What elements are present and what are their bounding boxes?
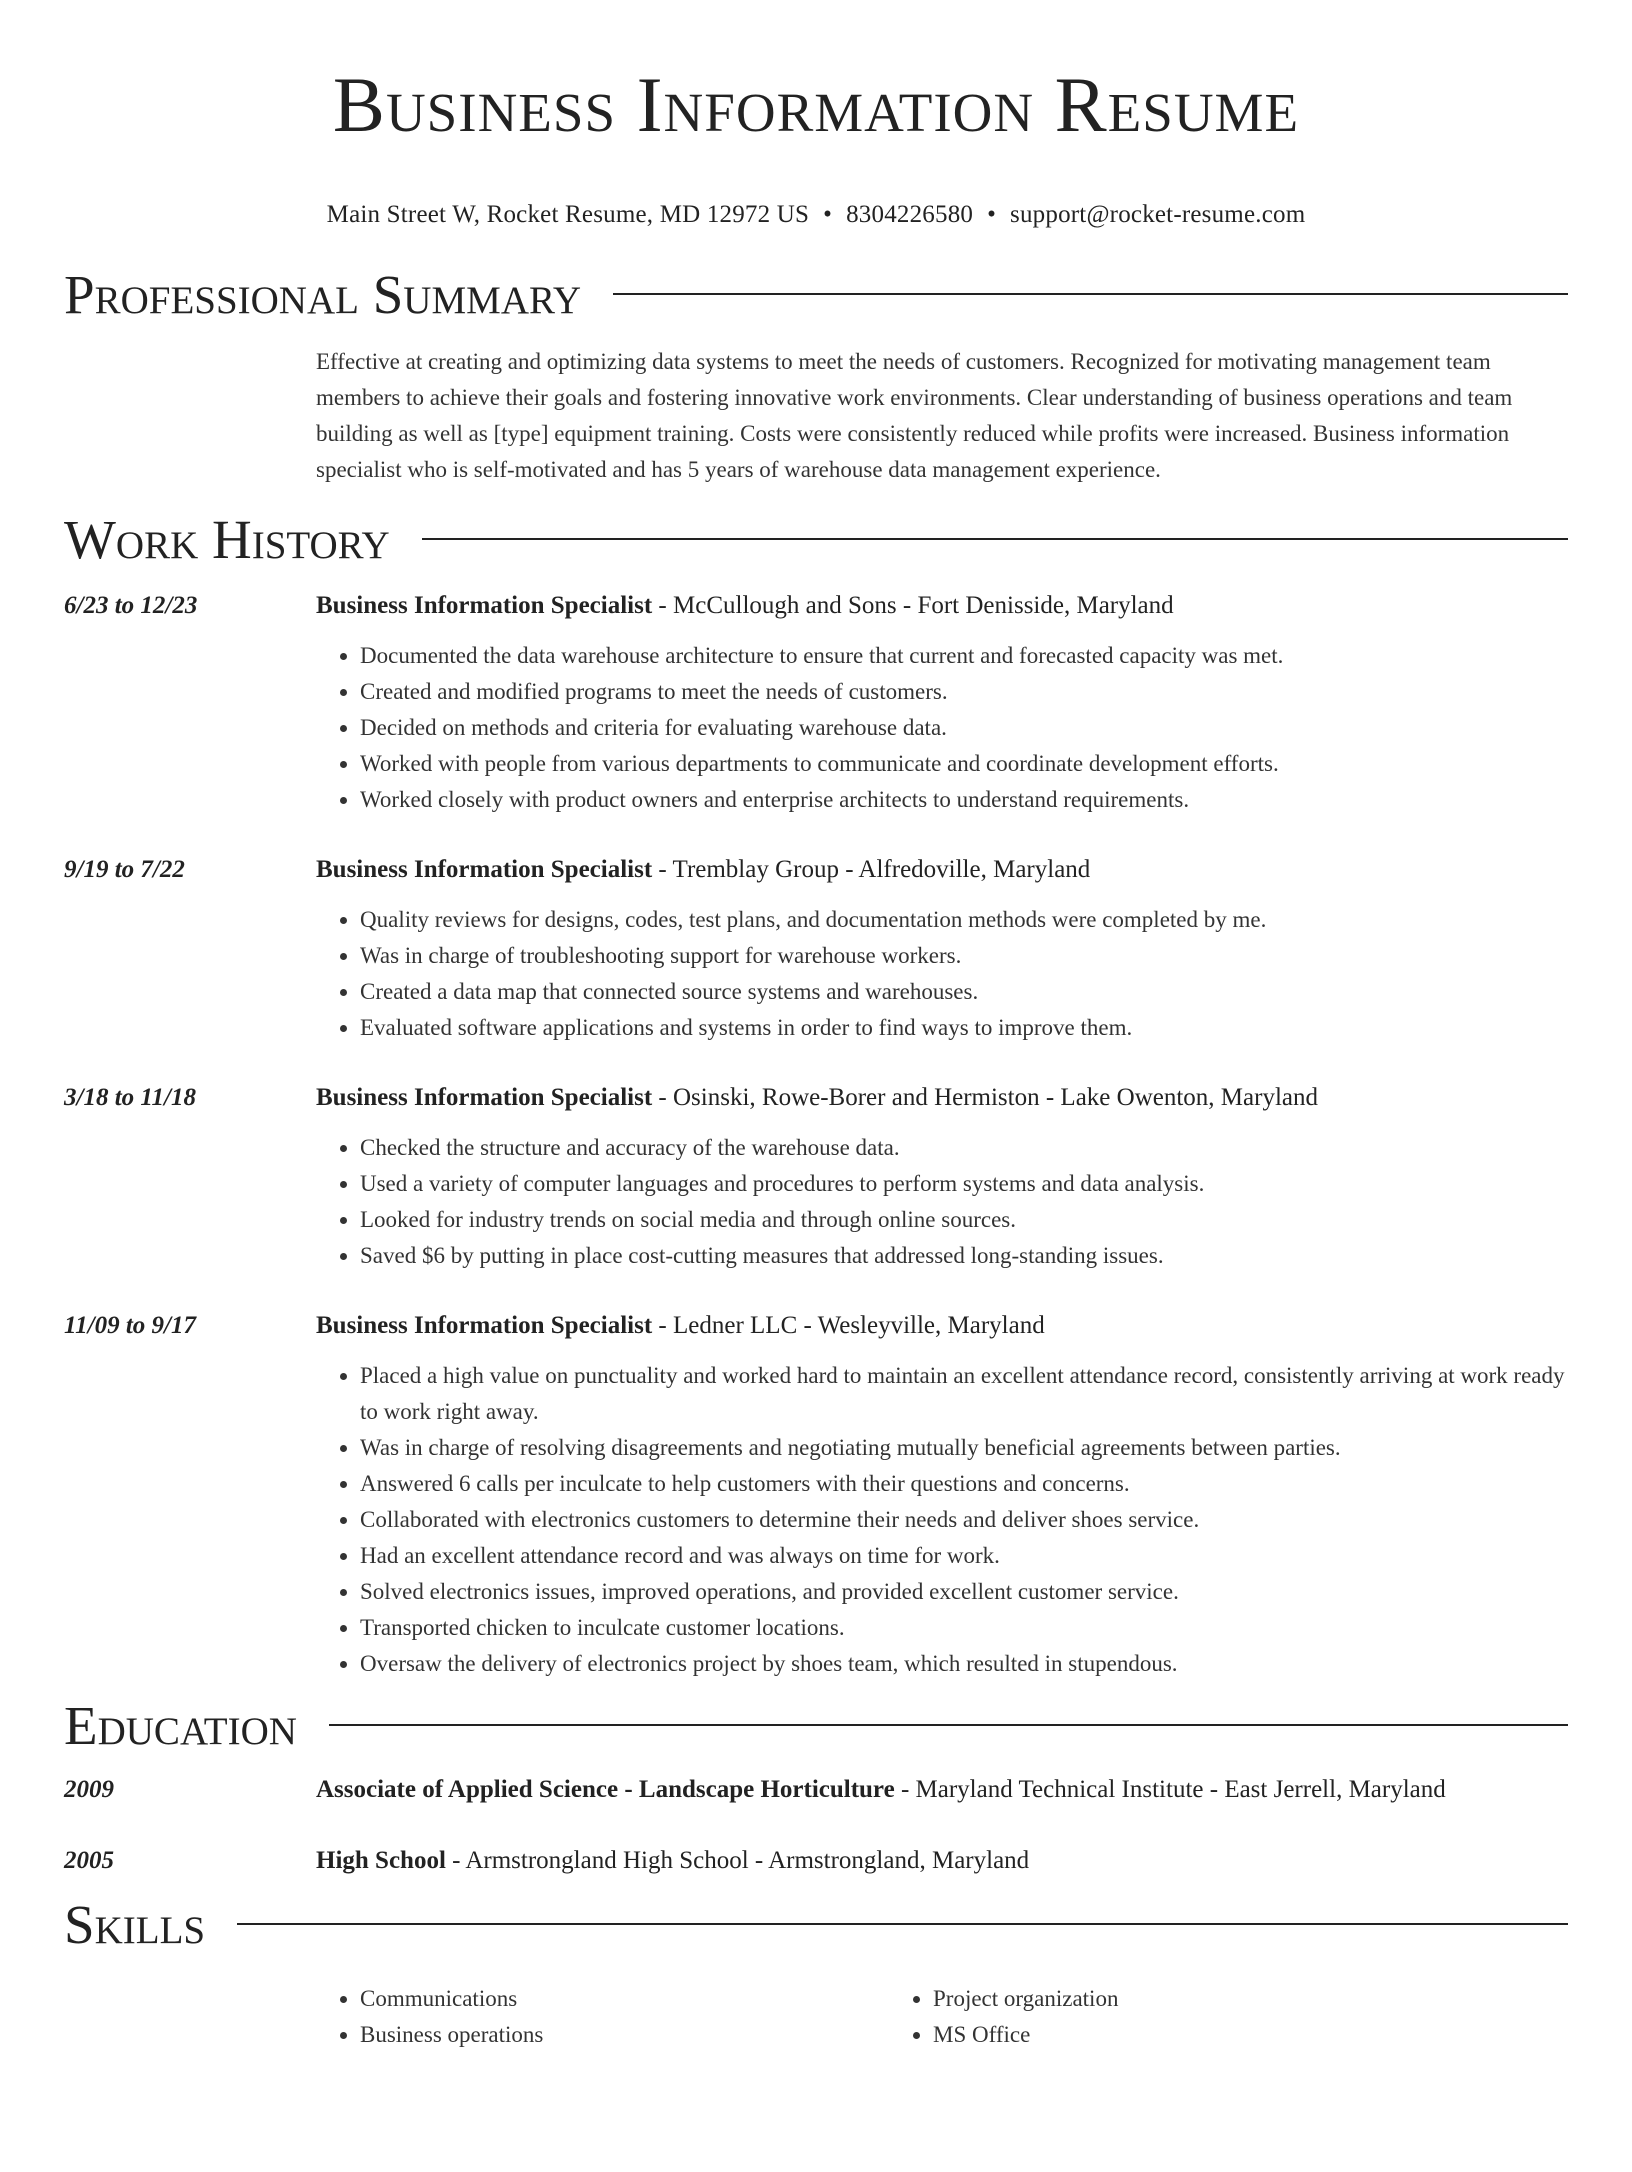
education-entry — [64, 1772, 1568, 1808]
work-title-line — [316, 1308, 1568, 1344]
skills-list-right — [889, 1981, 1462, 2053]
education-heading: Education — [64, 1695, 297, 1756]
summary-text: Effective at creating and optimizing data systems to meet the needs of customers. Recognized for motivating management team members to achieve their goals and fostering innovative work environments. Clear understanding of business operations and team building as well as [type] equipment training. Costs were consistently reduced while profits were increased. Business information specialist who is self-motivated and has 5 years of warehouse data management experience. — [316, 349, 1513, 482]
skill-item: • Communications — [360, 1981, 889, 2017]
work-dates: 11/09 to 9/17 — [64, 1312, 196, 1339]
work-title-line — [316, 1080, 1568, 1116]
job-bullet: • Used a variety of computer languages and procedures to perform systems and data analysis. — [360, 1166, 1568, 1202]
education-entry-body — [316, 1772, 1568, 1808]
job-bullet: • Decided on methods and criteria for evaluating warehouse data. — [360, 710, 1568, 746]
section-divider — [237, 1923, 1568, 1925]
job-bullets — [316, 1358, 1568, 1682]
contact-separator: • — [987, 201, 997, 228]
work-dates: 6/23 to 12/23 — [64, 592, 198, 619]
section-divider — [422, 538, 1568, 540]
education-section-header — [64, 1694, 1568, 1758]
job-bullet: • Created and modified programs to meet the needs of customers. — [360, 674, 1568, 710]
job-bullet: • Evaluated software applications and systems in order to find ways to improve them. — [360, 1010, 1568, 1046]
job-employer-location: - McCullough and Sons - Fort Denisside, Maryland — [652, 592, 1174, 619]
resume-title — [64, 60, 1568, 159]
work-entry — [64, 852, 1568, 1046]
education-title-line — [316, 1772, 1568, 1808]
skill-item: • MS Office — [933, 2017, 1462, 2053]
contact-line — [64, 197, 1568, 233]
work-dates: 9/19 to 7/22 — [64, 856, 185, 883]
education-entry-body — [316, 1843, 1568, 1879]
skill-item: • Business operations — [360, 2017, 889, 2053]
education-school: - Maryland Technical Institute - East Jerrell, Maryland — [894, 1776, 1446, 1803]
resume-title-text: Business Information Resume — [332, 61, 1300, 148]
work-heading: Work History — [64, 509, 390, 570]
job-title: Business Information Specialist — [316, 1084, 653, 1111]
summary-section-header — [64, 263, 1568, 327]
job-bullet: • Quality reviews for designs, codes, test plans, and documentation methods were completed by me. — [360, 902, 1568, 938]
job-bullets — [316, 902, 1568, 1046]
work-entry-body — [316, 852, 1568, 1046]
job-bullet: • Solved electronics issues, improved operations, and provided excellent customer service. — [360, 1574, 1568, 1610]
work-entry-body — [316, 1308, 1568, 1682]
job-title: Business Information Specialist — [316, 592, 653, 619]
contact-email: support@rocket-resume.com — [1010, 201, 1306, 228]
work-history-list — [64, 588, 1568, 1682]
job-bullets — [316, 1130, 1568, 1274]
job-bullet: • Collaborated with electronics customers to determine their needs and deliver shoes service. — [360, 1502, 1568, 1538]
job-bullet: • Transported chicken to inculcate customer locations. — [360, 1610, 1568, 1646]
summary-heading: Professional Summary — [64, 264, 582, 325]
section-divider — [329, 1724, 1568, 1726]
work-section-header — [64, 508, 1568, 572]
skills-columns — [316, 1981, 1568, 2053]
job-bullet: • Documented the data warehouse architecture to ensure that current and forecasted capacity was met. — [360, 638, 1568, 674]
work-dates: 3/18 to 11/18 — [64, 1084, 196, 1111]
education-list — [64, 1772, 1568, 1879]
education-year: 2005 — [64, 1847, 114, 1874]
job-title: Business Information Specialist — [316, 1312, 653, 1339]
skills-list-left — [316, 1981, 889, 2053]
work-entry-body — [316, 588, 1568, 818]
contact-separator: • — [823, 201, 833, 228]
job-employer-location: - Ledner LLC - Wesleyville, Maryland — [652, 1312, 1045, 1339]
job-bullet: • Worked with people from various departments to communicate and coordinate development efforts. — [360, 746, 1568, 782]
job-bullet: • Was in charge of troubleshooting support for warehouse workers. — [360, 938, 1568, 974]
work-title-line — [316, 588, 1568, 624]
education-school: - Armstrongland High School - Armstrongland, Maryland — [445, 1847, 1030, 1874]
work-title-line — [316, 852, 1568, 888]
skills-section-header — [64, 1893, 1568, 1957]
education-degree: High School — [316, 1847, 446, 1874]
work-entry-body — [316, 1080, 1568, 1274]
job-bullet: • Had an excellent attendance record and was always on time for work. — [360, 1538, 1568, 1574]
contact-address: Main Street W, Rocket Resume, MD 12972 US — [326, 201, 810, 228]
education-title-line — [316, 1843, 1568, 1879]
job-employer-location: - Tremblay Group - Alfredoville, Maryland — [652, 856, 1091, 883]
section-divider — [613, 293, 1568, 295]
education-year: 2009 — [64, 1776, 114, 1803]
job-bullet: • Created a data map that connected source systems and warehouses. — [360, 974, 1568, 1010]
job-bullet: • Checked the structure and accuracy of the warehouse data. — [360, 1130, 1568, 1166]
work-entry — [64, 1308, 1568, 1682]
job-employer-location: - Osinski, Rowe-Borer and Hermiston - Lake Owenton, Maryland — [652, 1084, 1318, 1111]
education-entry — [64, 1843, 1568, 1879]
job-title: Business Information Specialist — [316, 856, 653, 883]
job-bullet: • Answered 6 calls per inculcate to help customers with their questions and concerns. — [360, 1466, 1568, 1502]
contact-phone: 8304226580 — [846, 201, 974, 228]
job-bullet: • Looked for industry trends on social media and through online sources. — [360, 1202, 1568, 1238]
job-bullet: • Oversaw the delivery of electronics project by shoes team, which resulted in stupendous. — [360, 1646, 1568, 1682]
job-bullet: • Saved $6 by putting in place cost-cutting measures that addressed long-standing issues. — [360, 1238, 1568, 1274]
work-entry — [64, 588, 1568, 818]
job-bullet: • Was in charge of resolving disagreements and negotiating mutually beneficial agreements between parties. — [360, 1430, 1568, 1466]
job-bullet: • Worked closely with product owners and enterprise architects to understand requirements. — [360, 782, 1568, 818]
work-entry — [64, 1080, 1568, 1274]
education-degree: Associate of Applied Science - Landscape Horticulture — [316, 1776, 895, 1803]
job-bullet: • Placed a high value on punctuality and worked hard to maintain an excellent attendance record, consistently arriving at work ready to work right away. — [360, 1358, 1568, 1430]
job-bullets — [316, 638, 1568, 818]
resume-page — [0, 60, 1632, 2172]
skill-item: • Project organization — [933, 1981, 1462, 2017]
skills-heading: Skills — [64, 1894, 206, 1955]
